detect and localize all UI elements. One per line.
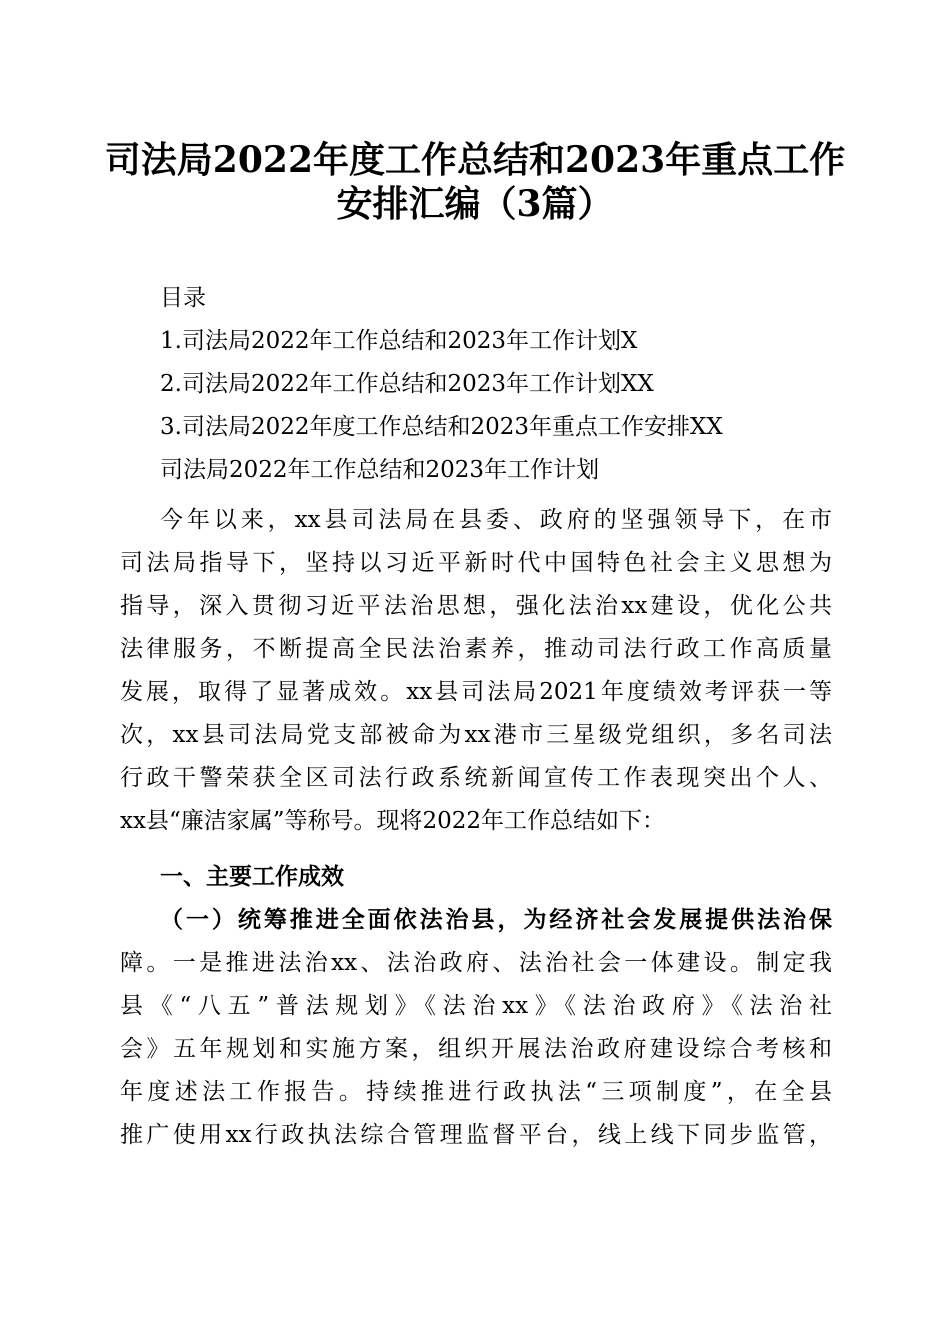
toc-label: 目录 [160,285,206,311]
section-heading-1: 一、主要工作成效 [160,864,344,890]
intro-line-6: 次，xx县司法局党支部被命为xx港市三星级党组织，多名司法 [120,722,832,748]
intro-line-4: 法律服务，不断提高全民法治素养，推动司法行政工作高质量 [120,636,832,662]
intro-line-5: 发展，取得了显著成效。xx县司法局2021年度绩效考评获一等 [120,679,832,705]
body-line-1: 障。一是推进法治xx、法治政府、法治社会一体建设。制定我 [120,950,832,976]
document-title-line-2: 安排汇编（3篇） [336,183,614,225]
intro-line-2: 司法局指导下，坚持以习近平新时代中国特色社会主义思想为 [120,550,832,576]
document-title-line-1: 司法局2022年度工作总结和2023年重点工作 [104,139,846,181]
toc-item-2: 2.司法局2022年工作总结和2023年工作计划XX [160,371,654,397]
toc-item-3: 3.司法局2022年度工作总结和2023年重点工作安排XX [160,414,723,440]
intro-line-1: 今年以来，xx县司法局在县委、政府的坚强领导下，在市 [160,507,832,533]
body-line-3: 会》五年规划和实施方案，组织开展法治政府建设综合考核和 [120,1036,832,1062]
intro-line-8: xx县“廉洁家属”等称号。现将2022年工作总结如下： [120,808,665,834]
body-line-4: 年度述法工作报告。持续推进行政执法“三项制度”，在全县 [120,1079,832,1105]
intro-line-3: 指导，深入贯彻习近平法治思想，强化法治xx建设，优化公共 [120,593,832,619]
toc-item-1: 1.司法局2022年工作总结和2023年工作计划X [160,328,638,354]
section-title: 司法局2022年工作总结和2023年工作计划 [160,457,600,483]
body-line-5: 推广使用xx行政执法综合管理监督平台，线上线下同步监管， [120,1122,832,1148]
body-line-2: 县《“八五”普法规划》《法治xx》《法治政府》《法治社 [120,993,832,1019]
subsection-heading-1: （一）统筹推进全面依法治县，为经济社会发展提供法治保 [160,906,832,933]
intro-line-7: 行政干警荣获全区司法行政系统新闻宣传工作表现突出个人、 [120,765,832,791]
